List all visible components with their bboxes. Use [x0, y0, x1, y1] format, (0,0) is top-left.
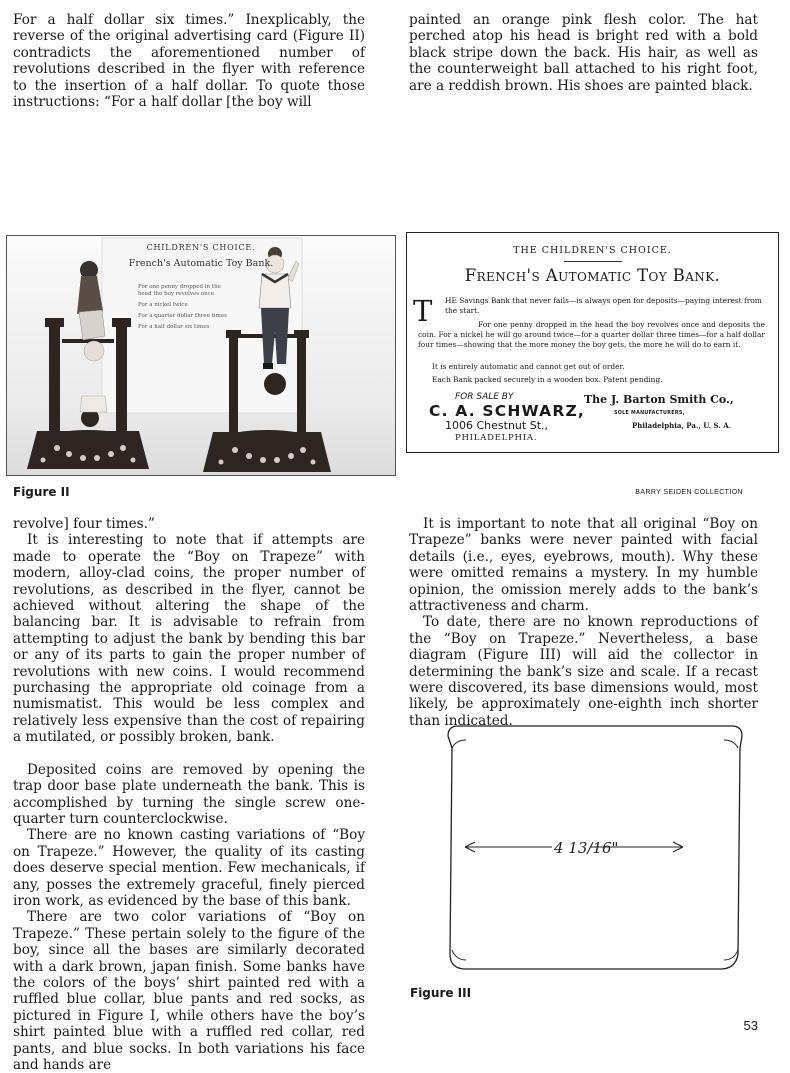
card-address: 1006 Chestnut St.,: [445, 419, 548, 432]
photo-card-line: For one penny dropped in the head the boy revolves once.: [138, 284, 221, 297]
figure-3-base-diagram: [440, 718, 750, 983]
bottom-left-column: [13, 516, 365, 1073]
card-maker: The J. Barton Smith Co.,: [584, 393, 734, 406]
card-paragraph: HE Savings Bank that never fails—is always open for deposits—paying interest from the start.: [445, 296, 762, 315]
paragraph: painted an orange pink flesh color. The hat perched atop his head is bright red with a bold black stripe down the back. His hair, as well as the counterweight ball attached to his right foot, are a reddish brown. His shoes are painted black.: [409, 12, 758, 94]
paragraph: To date, there are no known reproductions of the “Boy on Trapeze.” Nevertheless, a base diagram (Figure III) will aid the collector in determining the bank’s size and scale. If a recast were discovered, its base dimensions would, most likely, be approximately one-eighth inch shorter than indicated.: [409, 614, 758, 729]
figure-2-credit: BARRY SEIDEN COLLECTION: [635, 489, 743, 496]
bottom-right-column: [409, 516, 758, 729]
photo-card-title: CHILDREN'S CHOICE.: [146, 243, 256, 252]
card-seller: C. A. SCHWARZ,: [429, 402, 585, 420]
card-for-sale: FOR SALE BY: [455, 392, 514, 402]
card-heading: THE CHILDREN'S CHOICE.: [513, 245, 672, 256]
paragraph: It is important to note that all original “Boy on Trapeze” banks were never painted with facial details (i.e., eyes, eyebrows, mouth). Why these were omitted remains a mystery. In my humble opinion, the omission merely adds to the bank’s attractiveness and charm.: [409, 516, 758, 615]
figure-3-caption: Figure III: [410, 986, 472, 1000]
bank-photo-illustration: [7, 236, 395, 475]
top-left-paragraph: [13, 12, 365, 110]
dimension-label: 4 13/16": [554, 839, 619, 857]
card-line: It is entirely automatic and cannot get out of order.: [432, 362, 625, 371]
page-number: 53: [743, 1018, 758, 1033]
card-divider: [564, 261, 622, 262]
card-city: PHILADELPHIA.: [455, 433, 538, 443]
figure-2-caption: Figure II: [13, 485, 70, 499]
card-drop-cap: T: [413, 294, 433, 328]
photo-card-subtitle: French's Automatic Toy Bank.: [128, 258, 274, 269]
photo-card-line: For a quarter dollar three times: [138, 313, 227, 319]
card-maker-role: SOLE MANUFACTURERS,: [614, 411, 685, 416]
card-line: Each Bank packed securely in a wooden box. Patent pending.: [432, 375, 663, 384]
photo-card-line: For a nickel twice: [138, 302, 188, 308]
card-maker-city: Philadelphia, Pa., U. S. A.: [632, 421, 732, 430]
paragraph: For a half dollar six times.” Inexplicably, the reverse of the original advertising card (Figure II) contradicts the aforementioned number of revolutions described in the flyer with reference to the insertion of a half dollar. To quote those instructions: “For a half dollar [the boy will: [13, 12, 365, 111]
photo-card-text: [138, 284, 230, 335]
top-right-paragraph: [409, 12, 758, 94]
card-title: French's Automatic Toy Bank.: [464, 266, 721, 285]
paragraph: Deposited coins are removed by opening the trap door base plate underneath the bank. This is accomplished by turning the single screw one-quarter turn counterclockwise.: [13, 761, 365, 827]
paragraph: There are two color variations of “Boy on Trapeze.” These pertain solely to the figure of the boy, since all the bases are similarly decorated with a dark brown, japan finish. Some banks have the colors of the boys’ shirt painted red with a ruffled blue collar, blue pants and red socks, as pictured in Figure I, while others have the boy’s shirt painted blue with a ruffled red collar, red pants, and blue socks. In both variations his face and hands are: [13, 909, 365, 1073]
paragraph: revolve] four times.”: [13, 516, 155, 532]
photo-card-line: For a half dollar six times: [138, 324, 210, 330]
card-paragraph: For one penny dropped in the head the boy revolves once and deposits the coin. For a nickel he will go around twice—for a quarter dollar three times—for a half dollar four times—showing that the more money the boy gets, the more he will do to earn it.: [418, 320, 765, 349]
paragraph: There are no known casting variations of “Boy on Trapeze.” However, the quality of its casting does deserve special mention. Few mechanicals, if any, posses the extremely graceful, finely pierced iron work, as evidenced by the base of this bank.: [13, 827, 365, 909]
figure-2-advertising-card: [406, 232, 779, 453]
paragraph: It is interesting to note that if attempts are made to operate the “Boy on Trapeze” with modern, alloy-clad coins, the proper number of revolutions, as described in the flyer, cannot be achieved without altering the shape of the balancing bar. It is advisable to refrain from attempting to adjust the bank by bending this bar or any of its parts to gain the proper number of revolutions with new coins. I would recommend purchasing the appropriate old coinage from a numismatist. This would be less complex and relatively less expensive than the cost of repairing a mutilated, or possibly broken, bank.: [13, 532, 365, 746]
figure-2-photo: [6, 235, 396, 476]
